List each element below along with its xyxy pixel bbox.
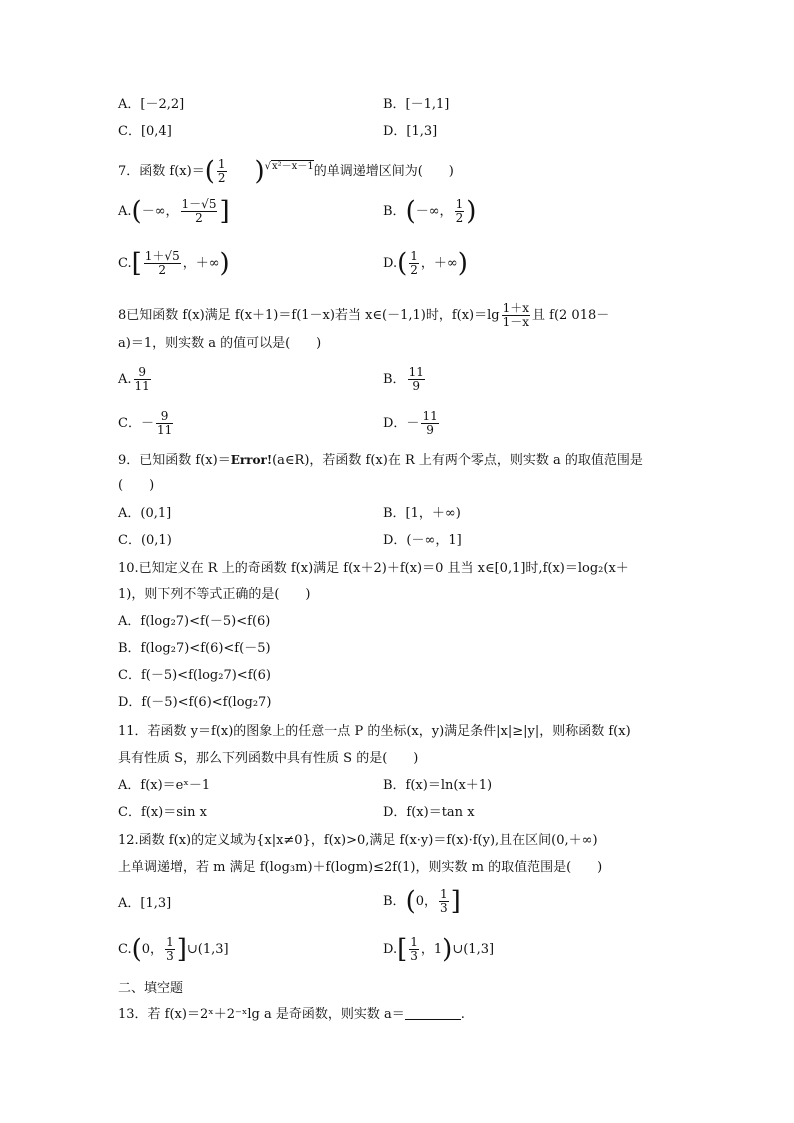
q11-stem-line1: 11．若函数 y＝f(x)的图象上的任意一点 P 的坐标(x，y)满足条件|x|≥|y|，则称函数 f(x) <box>118 724 631 739</box>
q12-stem-line2: 上单调递增，若 m 满足 f(log₃m)＋f(logm)≤2f(1)，则实数 m 的取值范围是( ) <box>118 860 603 875</box>
section-heading: 二、填空题 <box>118 981 184 996</box>
q10-option-b: B．f(log₂7)<f(6)<f(－5) <box>118 641 271 656</box>
q9-stem-line2: ( ) <box>118 478 155 493</box>
q9-option-c: C．(0,1) <box>118 533 172 548</box>
q7-option-b: B．(－∞， $\frac{1}{2}$ ) <box>383 196 477 227</box>
q10-option-c: C．f(－5)<f(log₂7)<f(6) <box>118 668 271 683</box>
q8-stem-line2: a)＝1，则实数 a 的值可以是( ) <box>118 336 322 351</box>
q9-stem-line1: 9．已知函数 f(x)＝Error!(a∈R)，若函数 f(x)在 R 上有两个零点，则实数 a 的取值范围是 <box>118 453 643 468</box>
q9-option-d: D．(－∞，1] <box>383 533 462 548</box>
q9-option-a: A．(0,1] <box>118 506 172 521</box>
q6-option-c: C．[0,4] <box>118 124 172 139</box>
q8-option-a: A. $\frac{9}{11}$ <box>118 365 150 393</box>
q11-option-c: C．f(x)＝sin x <box>118 805 207 820</box>
q12-option-b: B．(0， $\frac{1}{3}$ ] <box>383 886 461 917</box>
q11-stem-line2: 具有性质 S，那么下列函数中具有性质 S 的是( ) <box>118 751 419 766</box>
q7-stem: 7．函数 f(x)＝( $\frac{1}{2}$ )$^{√x^2-x-1}$的单调递增区间为( ) <box>118 156 454 187</box>
q6-option-b: B．[－1,1] <box>383 97 450 112</box>
q12-option-c: C.(0， $\frac{1}{3}$ ]∪(1,3] <box>118 934 229 965</box>
q8-stem-line1: 8已知函数 f(x)满足 f(x＋1)＝f(1－x)若当 x∈(－1,1)时，f(x)＝lg $\frac{1+x}{1-x}$ 且 f(2 018－ <box>118 301 610 329</box>
q7-option-c: C.[ $\frac{1+√5}{2}$ ，＋∞) <box>118 248 230 279</box>
q6-option-a: A．[－2,2] <box>118 97 185 112</box>
q12-stem-line1: 12.函数 f(x)的定义域为{x|x≠0}，f(x)>0,满足 f(x·y)＝f(x)·f(y),且在区间(0,＋∞) <box>118 833 598 848</box>
q11-option-b: B．f(x)＝ln(x＋1) <box>383 778 493 793</box>
q12-option-a: A．[1,3] <box>118 896 172 911</box>
q8-option-c: C．－ $\frac{9}{11}$ <box>118 409 173 437</box>
q7-option-a: A.(－∞， $\frac{1-√5}{2}$ ] <box>118 196 230 227</box>
q10-stem-line2: 1)，则下列不等式正确的是( ) <box>118 587 311 602</box>
answer-blank[interactable] <box>405 1007 461 1020</box>
q8-option-b: B． $\frac{11}{9}$ <box>383 365 424 393</box>
q12-option-d: D.[ $\frac{1}{3}$ ，1)∪(1,3] <box>383 934 495 965</box>
q10-option-a: A．f(log₂7)<f(－5)<f(6) <box>118 614 271 629</box>
q11-option-d: D．f(x)＝tan x <box>383 805 475 820</box>
q10-option-d: D．f(－5)<f(6)<f(log₂7) <box>118 695 272 710</box>
q8-option-d: D．－ $\frac{11}{9}$ <box>383 409 438 437</box>
q10-stem-line1: 10.已知定义在 R 上的奇函数 f(x)满足 f(x＋2)＋f(x)＝0 且当 x∈[0,1]时,f(x)＝log₂(x＋ <box>118 561 629 576</box>
q7-option-d: D.( $\frac{1}{2}$ ，＋∞) <box>383 248 468 279</box>
q13-stem: 13．若 f(x)＝2ˣ＋2⁻ˣlg a 是奇函数，则实数 a＝ . <box>118 1007 465 1022</box>
q6-option-d: D．[1,3] <box>383 124 438 139</box>
q9-option-b: B．[1，＋∞) <box>383 506 461 521</box>
q11-option-a: A．f(x)＝eˣ－1 <box>118 778 211 793</box>
